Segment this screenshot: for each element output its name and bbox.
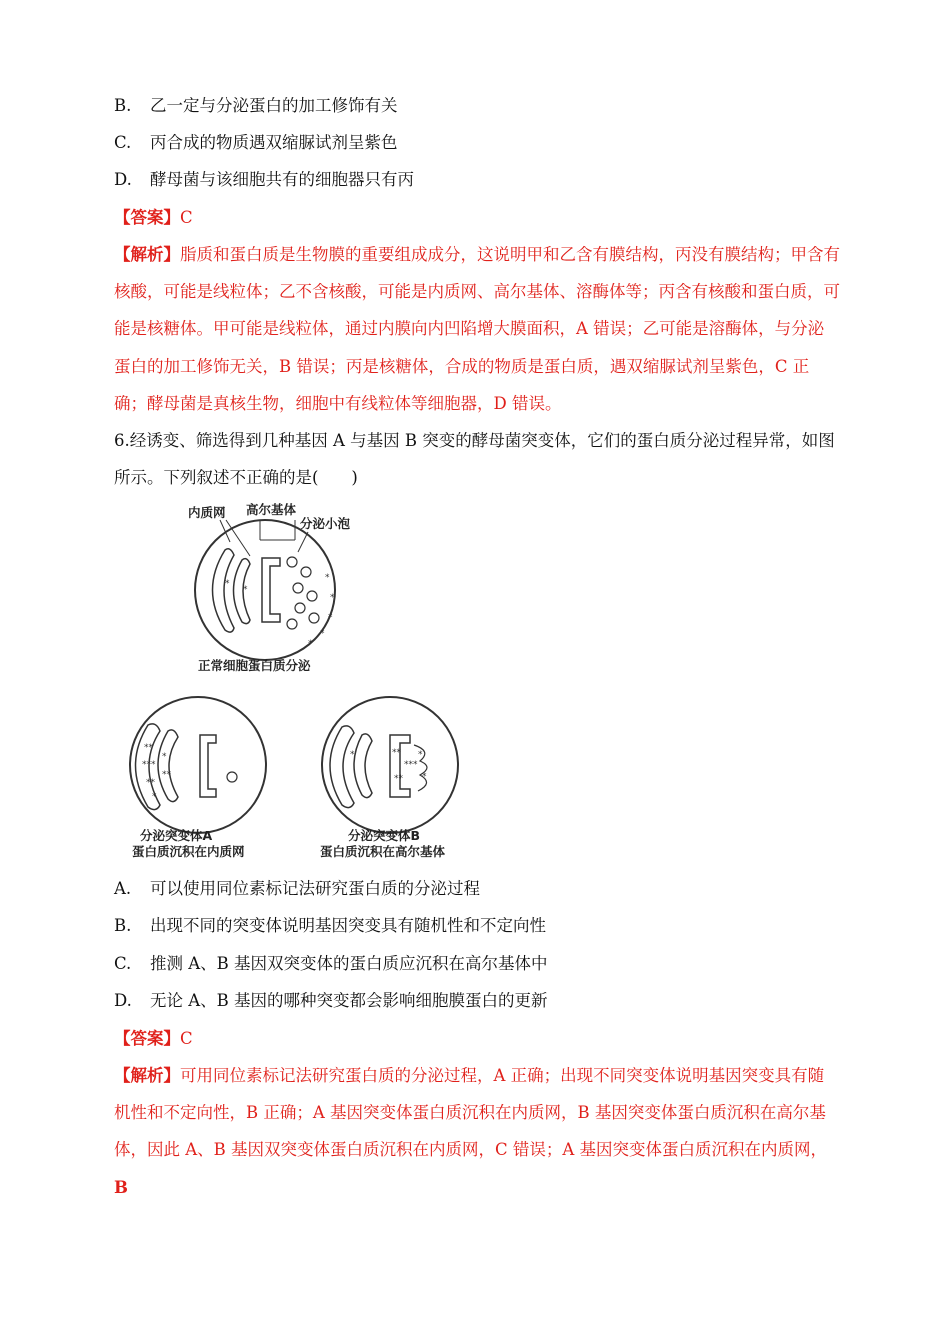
svg-text:*: *: [350, 750, 355, 760]
option-text: 推测 A、B 基因双突变体的蛋白质应沉积在高尔基体中: [150, 954, 548, 973]
svg-text:**: **: [392, 748, 401, 758]
q6-option-b: [114, 916, 546, 936]
q5-option-c: [114, 133, 398, 153]
option-letter: B.: [114, 96, 132, 115]
label-golgi: 高尔基体: [246, 502, 297, 517]
option-letter: D.: [114, 170, 132, 189]
option-letter: A.: [114, 879, 132, 898]
svg-text:*: *: [325, 573, 330, 583]
svg-text:*: *: [308, 639, 313, 649]
option-text: 丙合成的物质遇双缩脲试剂呈紫色: [150, 133, 398, 152]
option-text: 酵母菌与该细胞共有的细胞器只有丙: [150, 170, 414, 189]
svg-text:*: *: [330, 593, 335, 603]
q6-option-d: [114, 991, 548, 1011]
option-letter: C.: [114, 954, 132, 973]
q6-option-c: [114, 954, 548, 974]
figure-mutant-b: [310, 695, 470, 865]
q6-stem: [114, 422, 840, 496]
q6-answer: [114, 1029, 193, 1049]
svg-text:*: *: [422, 772, 427, 782]
q6-analysis: [114, 1057, 840, 1206]
svg-text:*: *: [162, 752, 167, 762]
q6-option-a: [114, 879, 480, 899]
svg-text:*: *: [328, 613, 333, 623]
answer-label: 【答案】: [114, 1029, 180, 1048]
svg-text:**: **: [146, 778, 155, 788]
caption-normal: 正常细胞蛋白质分泌: [198, 658, 311, 673]
analysis-label: 【解析】: [114, 1066, 180, 1085]
figure-normal-cell: [180, 500, 360, 675]
svg-text:*: *: [243, 585, 248, 595]
svg-text:**: **: [162, 770, 171, 780]
caption-b2: 蛋白质沉积在高尔基体: [320, 844, 446, 859]
option-text: 乙一定与分泌蛋白的加工修饰有关: [150, 96, 398, 115]
analysis-text: 可用同位素标记法研究蛋白质的分泌过程，A 正确；出现不同突变体说明基因突变具有随机性和不定向性，B 正确；A 基因突变体蛋白质沉积在内质网，B 基因突变体蛋白质沉积在高尔基体，因此 A、B 基因双突变体蛋白质沉积在内质网，C 错误；A 基因突变体蛋白质沉积在内质网，: [114, 1066, 828, 1160]
svg-text:*: *: [225, 579, 230, 589]
analysis-label: 【解析】: [114, 245, 180, 264]
svg-text:**: **: [144, 743, 153, 753]
analysis-tail: B: [114, 1177, 128, 1197]
svg-text:***: ***: [142, 760, 156, 770]
label-er: 内质网: [188, 505, 226, 520]
option-text: 可以使用同位素标记法研究蛋白质的分泌过程: [150, 879, 480, 898]
option-text: 出现不同的突变体说明基因突变具有随机性和不定向性: [150, 916, 546, 935]
option-letter: B.: [114, 916, 132, 935]
svg-text:*: *: [152, 792, 157, 802]
option-letter: C.: [114, 133, 132, 152]
svg-text:*: *: [418, 750, 423, 760]
svg-text:**: **: [394, 774, 403, 784]
q5-analysis: [114, 236, 840, 422]
q5-option-b: [114, 96, 398, 116]
caption-b1: 分泌突变体B: [348, 828, 421, 843]
label-vesicle: 分泌小泡: [300, 516, 351, 531]
answer-label: 【答案】: [114, 208, 180, 227]
svg-text:***: ***: [404, 760, 418, 770]
analysis-text: 脂质和蛋白质是生物膜的重要组成成分，这说明甲和乙含有膜结构，丙没有膜结构；甲含有核酸，可能是线粒体；乙不含核酸，可能是内质网、高尔基体、溶酶体等；丙含有核酸和蛋白质，可能是核糖体。甲可能是线粒体，通过内膜向内凹陷增大膜面积，A 错误；乙可能是溶酶体，与分泌蛋白的加工修饰无关，B 错误；丙是核糖体，合成的物质是蛋白质，遇双缩脲试剂呈紫色，C 正确；酵母菌是真核生物，细胞中有线粒体等细胞器，D 错误。: [114, 245, 840, 413]
figure-mutant-a: [118, 695, 278, 865]
svg-text:*: *: [320, 629, 325, 639]
q5-option-d: [114, 170, 414, 190]
option-letter: D.: [114, 991, 132, 1010]
option-text: 无论 A、B 基因的哪种突变都会影响细胞膜蛋白的更新: [150, 991, 548, 1010]
caption-a1: 分泌突变体A: [140, 828, 213, 843]
answer-value: C: [180, 208, 193, 227]
answer-value: C: [180, 1029, 193, 1048]
caption-a2: 蛋白质沉积在内质网: [132, 844, 245, 859]
q6-stem-text: 6.经诱变、筛选得到几种基因 A 与基因 B 突变的酵母菌突变体，它们的蛋白质分泌过程异常，如图所示。下列叙述不正确的是( ): [114, 431, 835, 488]
q5-answer: [114, 208, 193, 228]
